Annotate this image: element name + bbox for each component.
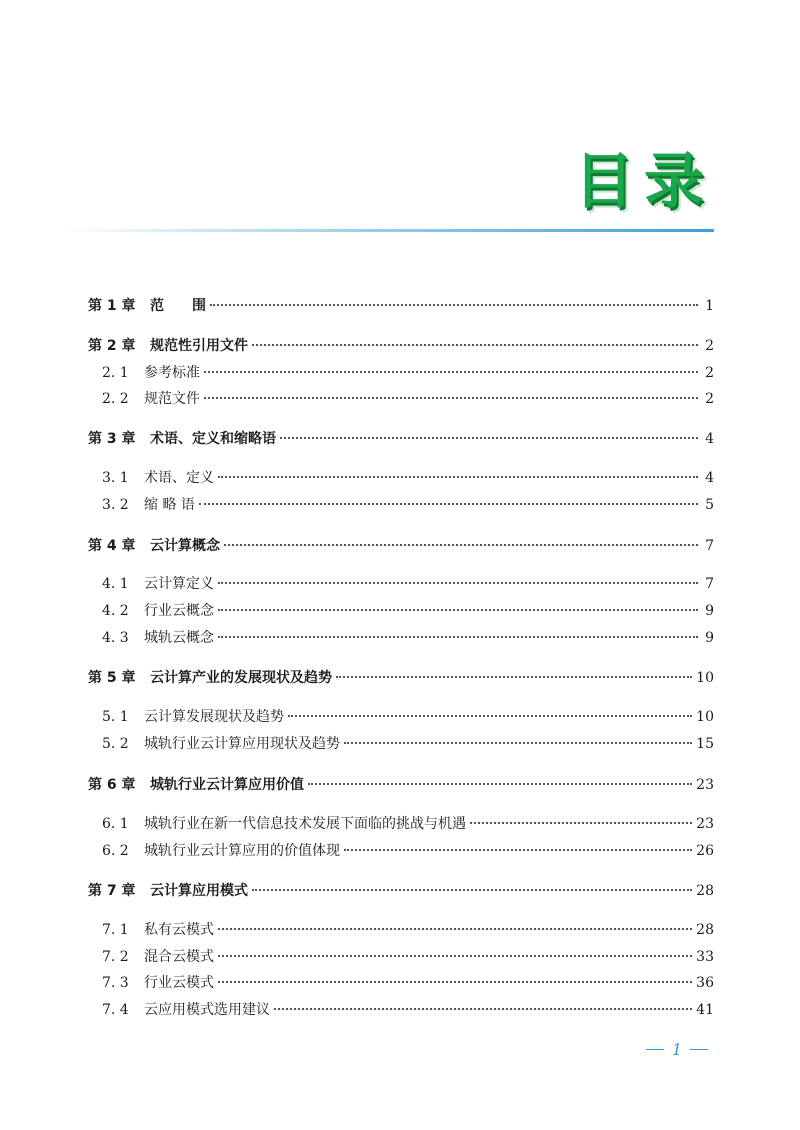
footer-page-number: 1: [671, 1040, 682, 1059]
toc-title-block: [574, 147, 714, 217]
toc-entry-number: 2. 1: [102, 365, 129, 381]
title-divider: [60, 229, 714, 232]
toc-section-entry[interactable]: [88, 467, 714, 489]
toc-entry-label: 参考标准: [144, 365, 200, 381]
toc-entry-label: 范 围: [150, 298, 206, 314]
toc-leader-dots: [336, 676, 692, 678]
footer-dash-right: [690, 1049, 708, 1050]
toc-leader-dots: [252, 889, 692, 891]
toc-section-entry[interactable]: [88, 573, 714, 595]
toc-leader-dots: [470, 822, 692, 824]
toc-entry-page: 23: [696, 777, 714, 793]
toc-section-entry[interactable]: [88, 946, 714, 968]
footer-dash-left: [646, 1049, 664, 1050]
toc-entry-label: 行业云模式: [144, 975, 214, 991]
toc-chapter-entry[interactable]: [88, 667, 714, 689]
toc-chapter-entry[interactable]: [88, 295, 714, 317]
toc-leader-dots: [199, 503, 698, 505]
toc-section-entry[interactable]: [88, 999, 714, 1021]
toc-leader-dots: [218, 981, 692, 983]
toc-entry-label: 术语、定义和缩略语: [150, 431, 276, 447]
toc-title: 目录: [574, 147, 714, 217]
toc-entry-number: 第 4 章: [88, 538, 136, 554]
toc-entry-page: 4: [705, 431, 714, 447]
toc-section-entry[interactable]: [88, 362, 714, 384]
toc-entry-page: 9: [705, 630, 714, 646]
toc-leader-dots: [218, 476, 698, 478]
toc-entry-label: 云计算定义: [144, 576, 214, 592]
toc-entry-number: 4. 3: [102, 630, 129, 646]
toc-entry-label: 缩 略 语: [144, 497, 195, 513]
toc-leader-dots: [204, 397, 698, 399]
page-footer: [646, 1040, 708, 1059]
toc-entry-page: 2: [705, 365, 714, 381]
toc-section-entry[interactable]: [88, 840, 714, 862]
toc-leader-dots: [344, 742, 692, 744]
toc-section-entry[interactable]: [88, 733, 714, 755]
toc-entry-label: 城轨行业云计算应用现状及趋势: [144, 736, 340, 752]
toc-chapter-entry[interactable]: [88, 335, 714, 357]
toc-section-entry[interactable]: [88, 972, 714, 994]
toc-entry-page: 7: [705, 576, 714, 592]
toc-entry-page: 23: [696, 816, 714, 832]
toc-entry-number: 3. 2: [102, 497, 129, 513]
toc-entry-label: 术语、定义: [144, 470, 214, 486]
toc-leader-dots: [344, 849, 692, 851]
toc-entry-number: 第 1 章: [88, 298, 136, 314]
toc-leader-dots: [280, 437, 698, 439]
toc-entry-number: 7. 3: [102, 975, 129, 991]
toc-entry-page: 2: [705, 391, 714, 407]
toc-entry-number: 7. 4: [102, 1002, 129, 1018]
toc-leader-dots: [210, 304, 698, 306]
toc-entry-number: 第 5 章: [88, 670, 136, 686]
toc-entry-label: 规范性引用文件: [150, 338, 248, 354]
toc-entry-label: 云计算应用模式: [150, 883, 248, 899]
toc-chapter-entry[interactable]: [88, 774, 714, 796]
toc-section-entry[interactable]: [88, 627, 714, 649]
toc-entry-label: 行业云概念: [144, 603, 214, 619]
toc-entry-label: 城轨行业云计算应用的价值体现: [144, 843, 340, 859]
toc-chapter-entry[interactable]: [88, 880, 714, 902]
toc-entry-page: 2: [705, 338, 714, 354]
toc-entry-label: 城轨行业在新一代信息技术发展下面临的挑战与机遇: [144, 816, 466, 832]
toc-entry-label: 云计算概念: [150, 538, 220, 554]
toc-entry-label: 云计算产业的发展现状及趋势: [150, 670, 332, 686]
toc-entry-page: 26: [696, 843, 714, 859]
toc-section-entry[interactable]: [88, 388, 714, 410]
toc-entry-label: 混合云模式: [144, 949, 214, 965]
toc-entry-number: 第 7 章: [88, 883, 136, 899]
toc-entry-label: 云计算发展现状及趋势: [144, 709, 284, 725]
toc-leader-dots: [218, 955, 692, 957]
toc-leader-dots: [288, 715, 692, 717]
toc-leader-dots: [308, 783, 692, 785]
toc-leader-dots: [204, 371, 698, 373]
toc-entry-page: 1: [705, 298, 714, 314]
toc-entry-label: 私有云模式: [144, 922, 214, 938]
toc-entry-number: 4. 2: [102, 603, 129, 619]
toc-entry-number: 7. 1: [102, 922, 129, 938]
toc-entry-number: 6. 1: [102, 816, 129, 832]
toc-section-entry[interactable]: [88, 813, 714, 835]
toc-leader-dots: [224, 544, 698, 546]
toc-entry-label: 规范文件: [144, 391, 200, 407]
toc-entry-page: 9: [705, 603, 714, 619]
toc-entry-page: 10: [696, 709, 714, 725]
toc-entry-page: 28: [696, 922, 714, 938]
toc-entry-number: 第 2 章: [88, 338, 136, 354]
toc-entry-page: 7: [705, 538, 714, 554]
toc-leader-dots: [218, 928, 692, 930]
toc-entry-page: 33: [696, 949, 714, 965]
toc-entry-page: 15: [696, 736, 714, 752]
toc-entry-label: 城轨云概念: [144, 630, 214, 646]
toc-section-entry[interactable]: [88, 919, 714, 941]
toc-section-entry[interactable]: [88, 494, 714, 516]
toc-entry-number: 3. 1: [102, 470, 129, 486]
toc-entry-number: 5. 2: [102, 736, 129, 752]
toc-leader-dots: [252, 344, 698, 346]
toc-section-entry[interactable]: [88, 706, 714, 728]
toc-entry-page: 5: [705, 497, 714, 513]
toc-entry-label: 城轨行业云计算应用价值: [150, 777, 304, 793]
toc-entry-number: 2. 2: [102, 391, 129, 407]
toc-leader-dots: [218, 636, 698, 638]
toc-entry-page: 41: [696, 1002, 714, 1018]
toc-chapter-entry[interactable]: [88, 535, 714, 557]
toc-entry-number: 4. 1: [102, 576, 129, 592]
toc-leader-dots: [218, 609, 698, 611]
toc-entry-label: 云应用模式选用建议: [144, 1002, 270, 1018]
toc-entry-page: 4: [705, 470, 714, 486]
toc-entry-number: 5. 1: [102, 709, 129, 725]
toc-entry-page: 10: [696, 670, 714, 686]
toc-entry-page: 36: [696, 975, 714, 991]
toc-section-entry[interactable]: [88, 600, 714, 622]
toc-leader-dots: [218, 582, 698, 584]
toc-entry-number: 6. 2: [102, 843, 129, 859]
toc-entry-number: 7. 2: [102, 949, 129, 965]
toc-chapter-entry[interactable]: [88, 428, 714, 450]
toc-entry-page: 28: [696, 883, 714, 899]
toc-entry-number: 第 6 章: [88, 777, 136, 793]
toc-leader-dots: [274, 1008, 692, 1010]
toc-entry-number: 第 3 章: [88, 431, 136, 447]
